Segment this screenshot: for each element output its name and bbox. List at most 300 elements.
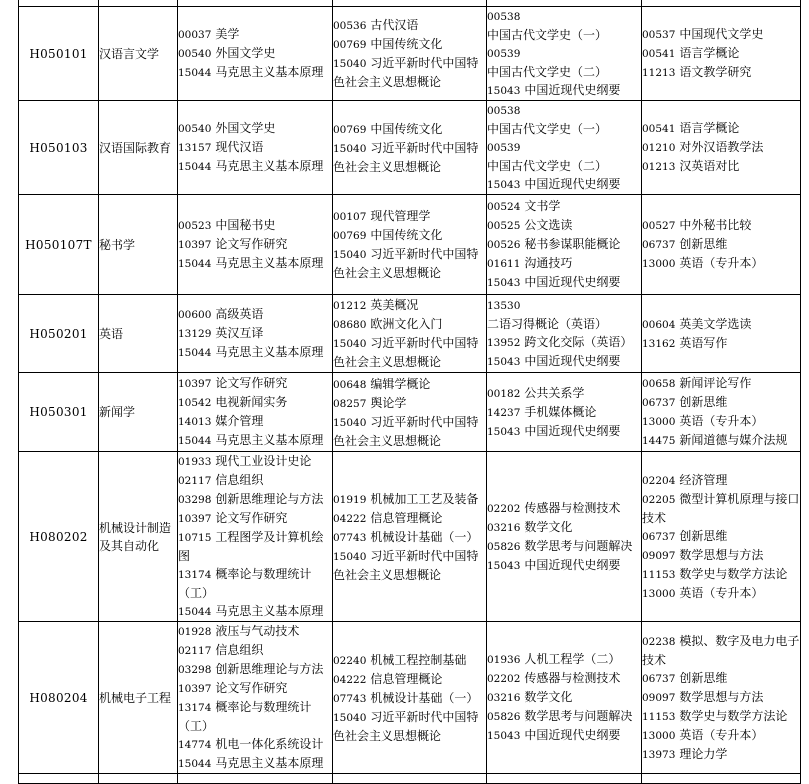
course-name: 数学思想与方法 [679,689,764,704]
course-item [487,499,641,518]
course-name: 马克思主义基本原理 [215,604,324,618]
course-item [642,393,800,412]
course-code: 13174 [178,702,212,714]
course-code: 15040 [333,142,367,155]
course-item [642,565,800,584]
table-row [19,7,801,101]
course-name: 外国文学史 [215,121,276,135]
course-list-c1 [178,195,333,295]
course-code: 01936 [487,654,521,666]
course-code: 01213 [642,161,676,173]
course-item [178,660,332,679]
course-name: 马克思主义基本原理 [215,433,324,447]
course-list-c1 [178,452,333,622]
course-name: 创新思维 [679,670,728,685]
course-code: 01928 [178,626,212,638]
course-code: 00523 [178,220,212,232]
course-code: 00526 [487,239,521,251]
course-name: 中国近现代史纲要 [524,728,621,742]
course-code: 00538 [487,11,521,23]
course-item [333,528,486,547]
course-item [487,688,641,707]
course-item [642,527,800,546]
course-name: 数学思想与方法 [679,547,764,562]
course-item [333,394,486,413]
course-code: 01611 [487,258,521,270]
course-name: 机械加工工艺及装备 [370,491,479,506]
course-code: 14013 [178,416,212,428]
course-name: 中国现代文学史 [679,27,764,41]
course-code: 02117 [178,645,212,657]
course-code: 00539 [487,48,521,60]
course-code: 13174 [178,569,212,581]
course-name: 习近平新时代中国特色社会主义思想概论 [333,548,479,582]
course-code: 15040 [333,711,367,724]
course-code: 06737 [642,672,676,685]
course-name: 编辑学概论 [370,376,431,391]
course-item [178,44,332,63]
course-code: 00658 [642,378,676,390]
course-code: 15040 [333,550,367,563]
course-name: 概率论与数理统计（工） [178,567,312,600]
course-code: 15044 [178,435,212,447]
course-list-c4 [642,7,801,101]
course-code: 10397 [178,378,212,390]
course-list-c2 [333,101,487,195]
course-name: 创新思维 [679,237,728,251]
course-list-c1 [178,295,333,373]
course-item [178,343,332,362]
course-code: 13000 [642,416,676,428]
course-name: 数学史与数学方法论 [679,566,788,581]
course-item [487,175,641,194]
course-item [178,324,332,343]
course-code: 13157 [178,142,212,154]
table-row [19,622,801,774]
course-name: 习近平新时代中国特色社会主义思想概论 [333,709,479,743]
course-item [333,547,486,584]
course-code: 00524 [487,201,521,213]
course-item [178,490,332,509]
course-item [642,254,800,273]
course-item [178,565,332,602]
table-row [19,101,801,195]
course-name: 概率论与数理统计（工） [178,700,312,733]
course-code: 00525 [487,220,521,232]
course-name: 微型计算机原理与接口技术 [642,491,800,525]
course-code: 01212 [333,300,367,312]
course-item [642,726,800,745]
course-item [487,273,641,292]
course-item [642,745,800,764]
course-item [487,384,641,403]
course-item [487,333,641,352]
course-name: 古代汉语 [370,18,419,32]
exam-schedule-table [18,0,801,784]
course-item [642,490,800,527]
cell [178,774,333,784]
course-code: 14237 [487,406,521,419]
course-item [333,120,486,139]
course-item [642,157,800,176]
table-row [19,452,801,622]
course-list-c1 [178,622,333,774]
course-item [487,44,641,81]
course-name: 中国古代文学史（一） [487,122,608,136]
course-list-c4 [642,101,801,195]
course-code: 13000 [642,258,676,270]
course-code: 10397 [178,683,212,695]
table-row-partial-bottom [19,774,801,784]
major-code: H050101 [19,7,99,101]
course-name: 人机工程学（二） [524,652,621,666]
course-name: 创新思维理论与方法 [215,662,324,676]
course-item [487,518,641,537]
course-item [178,374,332,393]
course-code: 00539 [487,142,521,154]
course-name: 模拟、数字及电力电子技术 [642,633,800,667]
course-item [333,296,486,315]
course-item [642,546,800,565]
course-item [487,197,641,216]
course-code: 00182 [487,387,521,400]
course-item [333,226,486,245]
course-name: 中外秘书比较 [679,218,752,232]
course-item [642,707,800,726]
course-code: 02117 [178,475,212,487]
course-code: 15044 [178,606,212,618]
course-item [178,602,332,621]
course-code: 04222 [333,512,367,525]
course-item [178,698,332,735]
course-item [487,726,641,745]
course-item [487,81,641,100]
course-code: 03298 [178,494,212,506]
course-code: 11153 [642,568,676,581]
major-code: H080204 [19,622,99,774]
course-code: 13000 [642,729,676,742]
course-name: 语文教学研究 [679,65,752,79]
course-code: 02202 [487,673,521,685]
course-code: 00037 [178,29,212,41]
course-item [178,254,332,273]
course-name: 外国文学史 [215,46,276,60]
course-item [333,375,486,394]
course-name: 现代汉语 [215,140,264,154]
course-code: 15044 [178,758,212,770]
table-row [19,295,801,373]
major-code: H050201 [19,295,99,373]
course-item [642,412,800,431]
course-list-c2 [333,295,487,373]
course-list-c3 [487,295,642,373]
course-item [487,7,641,44]
course-name: 中国近现代史纲要 [524,83,621,97]
course-code: 07743 [333,531,367,544]
major-code: H050301 [19,373,99,452]
course-list-c3 [487,195,642,295]
course-name: 英语（专升本） [679,256,764,270]
course-code: 15040 [333,58,367,70]
course-item [642,25,800,44]
course-name: 秘书参谋职能概论 [524,237,621,251]
course-code: 14475 [642,435,676,447]
course-name: 习近平新时代中国特色社会主义思想概论 [333,336,479,369]
course-list-c2 [333,195,487,295]
course-item [487,296,641,333]
course-name: 机械设计基础（一） [370,690,479,705]
course-code: 02238 [642,635,676,648]
course-code: 15043 [487,356,521,368]
course-list-c3 [487,373,642,452]
course-name: 创新思维 [679,395,728,409]
course-list-c3 [487,622,642,774]
course-code: 13952 [487,337,521,349]
course-name: 信息管理概论 [370,671,443,686]
course-code: 13973 [642,748,676,761]
course-item [642,235,800,254]
course-code: 01933 [178,456,212,468]
course-code: 00604 [642,318,676,331]
course-name: 理论力学 [679,746,728,761]
course-list-c1 [178,101,333,195]
course-name: 液压与气动技术 [215,624,300,638]
course-name: 跨文化交际（英语） [524,335,633,349]
course-code: 15043 [487,277,521,289]
course-code: 13000 [642,587,676,600]
course-code: 08257 [333,397,367,410]
course-name: 中国传统文化 [370,37,443,51]
course-code: 15044 [178,347,212,359]
course-item [333,54,486,91]
course-item [178,25,332,44]
course-name: 论文写作研究 [215,681,288,695]
course-name: 汉英语对比 [679,159,740,173]
course-name: 习近平新时代中国特色社会主义思想概论 [333,414,479,448]
course-name: 新闻评论写作 [679,376,752,390]
course-item [642,315,800,334]
course-code: 03298 [178,664,212,676]
course-item [487,101,641,138]
course-item [642,138,800,157]
course-item [178,412,332,431]
course-code: 15040 [333,416,367,429]
course-code: 06737 [642,530,676,543]
course-item [178,393,332,412]
major-name: 机械电子工程 [99,622,178,774]
course-name: 数学文化 [524,519,573,534]
course-item [178,754,332,773]
course-item [487,650,641,669]
table-body [19,0,801,784]
course-item [642,669,800,688]
course-code: 15043 [487,85,521,97]
course-name: 论文写作研究 [215,237,288,251]
course-item [642,44,800,63]
course-code: 15044 [178,258,212,270]
course-item [642,119,800,138]
major-name: 机械设计制造及其自动化 [99,452,178,622]
course-list-c2 [333,452,487,622]
course-item [333,139,486,176]
course-code: 15043 [487,559,521,572]
course-name: 中国传统文化 [370,228,443,242]
course-code: 00536 [333,20,367,32]
course-item [178,235,332,254]
course-item [642,374,800,393]
course-name: 手机媒体概论 [524,404,597,419]
course-code: 06737 [642,239,676,251]
course-code: 11213 [642,67,676,79]
course-name: 媒介管理 [215,414,264,428]
major-name: 汉语言文学 [99,7,178,101]
course-code: 00769 [333,123,367,136]
major-name: 秘书学 [99,195,178,295]
course-list-c2 [333,373,487,452]
course-code: 13530 [487,300,521,312]
course-name: 沟通技巧 [524,256,573,270]
course-item [642,688,800,707]
course-item [642,431,800,450]
course-code: 09097 [642,691,676,704]
course-code: 00540 [178,48,212,60]
course-name: 欧洲文化入门 [370,317,443,331]
course-item [333,708,486,745]
course-item [333,207,486,226]
course-list-c4 [642,452,801,622]
course-item [178,679,332,698]
course-code: 05826 [487,711,521,723]
course-code: 10397 [178,239,212,251]
major-name: 新闻学 [99,373,178,452]
course-name: 语言学概论 [679,121,740,135]
course-list-c4 [642,622,801,774]
course-code: 00541 [642,48,676,60]
course-item [487,707,641,726]
major-code: H080202 [19,452,99,622]
course-name: 中国近现代史纲要 [524,354,621,368]
course-code: 03216 [487,692,521,704]
course-name: 经济管理 [679,472,728,487]
course-list-c4 [642,295,801,373]
course-name: 公文选读 [524,218,573,232]
course-name: 习近平新时代中国特色社会主义思想概论 [333,247,479,280]
course-name: 新闻道德与媒介法规 [679,433,788,447]
course-item [178,216,332,235]
cell [487,774,642,784]
course-name: 现代管理学 [370,209,431,223]
course-item [333,689,486,708]
course-code: 10542 [178,397,212,409]
course-name: 英语写作 [679,335,728,350]
cell [333,774,487,784]
course-item [178,452,332,471]
course-name: 马克思主义基本原理 [215,159,324,173]
course-name: 英语（专升本） [679,414,764,428]
course-item [333,35,486,54]
course-code: 15043 [487,730,521,742]
course-item [333,490,486,509]
course-item [333,509,486,528]
course-item [178,305,332,324]
course-item [487,235,641,254]
major-code: H050107T [19,195,99,295]
course-item [178,157,332,176]
course-item [333,315,486,334]
course-name: 中国古代文学史（二） [487,65,608,79]
course-list-c3 [487,452,642,622]
course-code: 05826 [487,540,521,553]
course-list-c3 [487,7,642,101]
course-code: 15044 [178,161,212,173]
course-name: 语言学概论 [679,46,740,60]
course-name: 对外汉语教学法 [679,140,764,154]
course-code: 06737 [642,397,676,409]
course-name: 英美文学选读 [679,316,752,331]
course-list-c4 [642,195,801,295]
course-item [487,352,641,371]
course-code: 00527 [642,220,676,232]
course-item [487,403,641,422]
course-item [333,245,486,282]
course-code: 02202 [487,502,521,515]
course-code: 15043 [487,179,521,191]
course-name: 中国秘书史 [215,218,276,232]
major-name: 英语 [99,295,178,373]
course-name: 英汉互译 [215,326,264,340]
course-name: 数学文化 [524,690,573,704]
course-name: 马克思主义基本原理 [215,256,324,270]
course-name: 机械设计基础（一） [370,529,479,544]
course-item [178,509,332,528]
course-item [487,216,641,235]
course-name: 英语（专升本） [679,727,764,742]
course-name: 中国古代文学史（一） [487,28,608,42]
course-code: 00769 [333,39,367,51]
course-name: 数学史与数学方法论 [679,708,788,723]
course-name: 马克思主义基本原理 [215,345,324,359]
course-name: 马克思主义基本原理 [215,65,324,79]
course-name: 英美概况 [370,298,419,312]
course-name: 公共关系学 [524,385,585,400]
course-item [642,63,800,82]
course-item [178,138,332,157]
course-name: 文书学 [524,199,561,213]
course-item [178,622,332,641]
course-name: 传感器与检测技术 [524,671,621,685]
course-item [178,528,332,565]
course-code: 00769 [333,230,367,242]
course-item [642,216,800,235]
course-item [178,431,332,450]
course-item [642,584,800,603]
course-code: 09097 [642,549,676,562]
course-name: 论文写作研究 [215,376,288,390]
course-code: 08680 [333,319,367,331]
course-name: 中国古代文学史（二） [487,159,608,173]
course-name: 信息管理概论 [370,510,443,525]
course-item [487,669,641,688]
course-name: 舆论学 [370,395,407,410]
cell [19,774,99,784]
course-code: 10715 [178,532,212,544]
course-list-c2 [333,622,487,774]
course-name: 英语（专升本） [679,585,764,600]
course-code: 00648 [333,378,367,391]
course-item [642,471,800,490]
course-item [487,537,641,556]
course-name: 二语习得概论（英语） [487,317,608,331]
